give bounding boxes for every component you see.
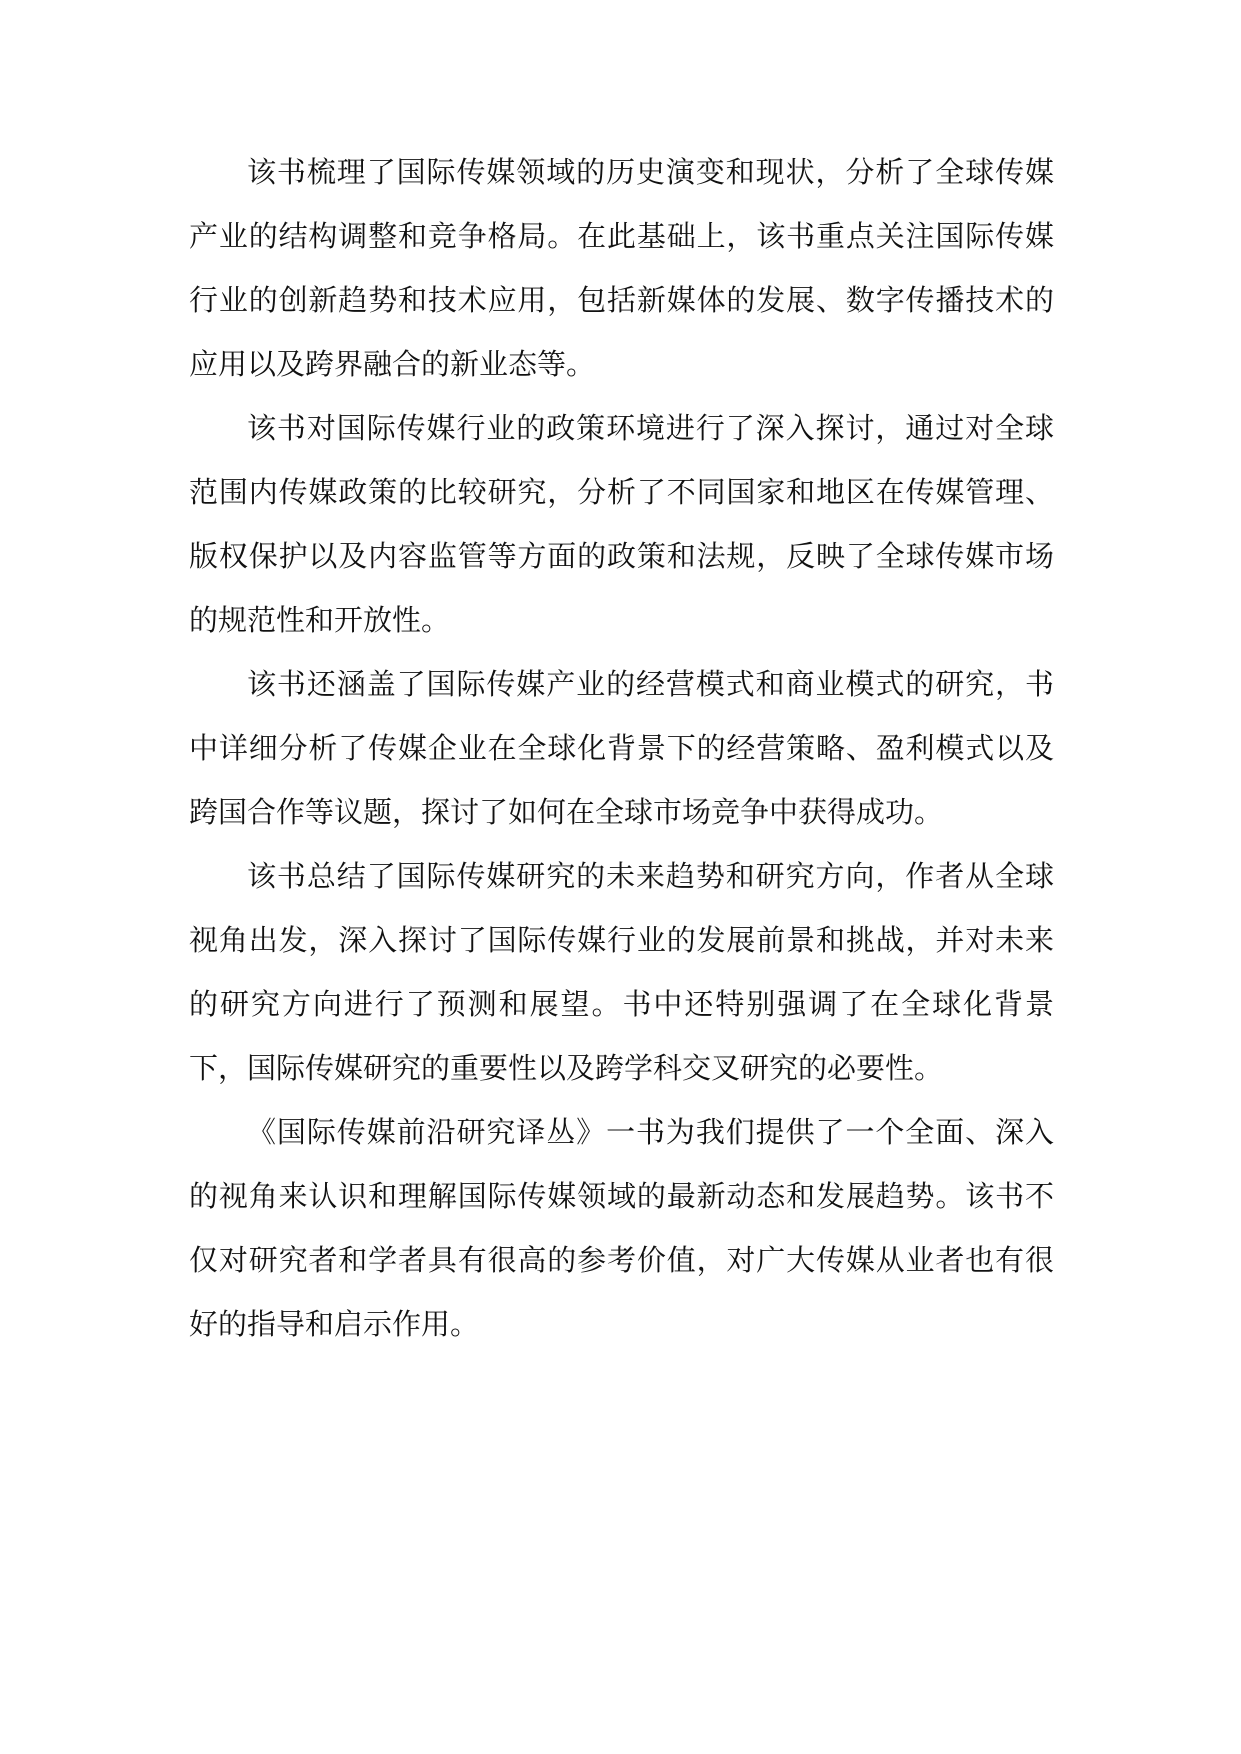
paragraph-5: 《国际传媒前沿研究译丛》一书为我们提供了一个全面、深入的视角来认识和理解国际传媒领域的最新动态和发展趋势。该书不仅对研究者和学者具有很高的参考价值，对广大传媒从业者也有很好的指导和启示作用。 — [189, 1115, 1054, 1341]
paragraph-1: 该书梳理了国际传媒领域的历史演变和现状，分析了全球传媒产业的结构调整和竞争格局。在此基础上，该书重点关注国际传媒行业的创新趋势和技术应用，包括新媒体的发展、数字传播技术的应用以及跨界融合的新业态等。 — [189, 155, 1054, 381]
document-body — [189, 140, 1054, 1356]
paragraph-4: 该书总结了国际传媒研究的未来趋势和研究方向，作者从全球视角出发，深入探讨了国际传媒行业的发展前景和挑战，并对未来的研究方向进行了预测和展望。书中还特别强调了在全球化背景下，国际传媒研究的重要性以及跨学科交叉研究的必要性。 — [189, 859, 1054, 1085]
paragraph-3: 该书还涵盖了国际传媒产业的经营模式和商业模式的研究，书中详细分析了传媒企业在全球化背景下的经营策略、盈利模式以及跨国合作等议题，探讨了如何在全球市场竞争中获得成功。 — [189, 667, 1054, 829]
paragraph-2: 该书对国际传媒行业的政策环境进行了深入探讨，通过对全球范围内传媒政策的比较研究，分析了不同国家和地区在传媒管理、版权保护以及内容监管等方面的政策和法规，反映了全球传媒市场的规范性和开放性。 — [189, 411, 1054, 637]
